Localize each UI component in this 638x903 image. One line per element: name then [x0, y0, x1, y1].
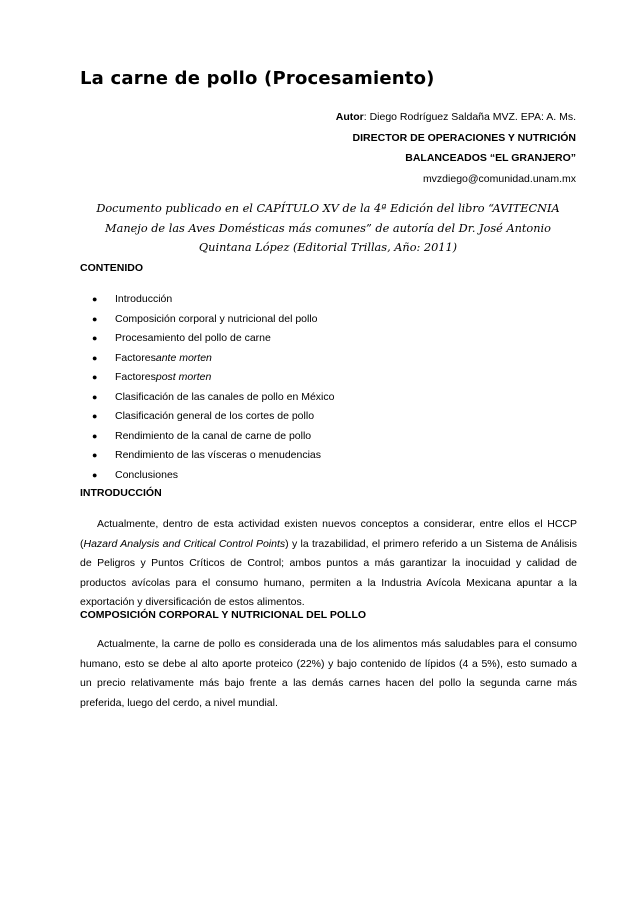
- contents-item-label: Clasificación de las canales de pollo en México: [115, 390, 335, 403]
- composition-heading: COMPOSICIÓN CORPORAL Y NUTRICIONAL DEL POLLO: [80, 609, 367, 621]
- bullet-icon: ●: [92, 411, 98, 421]
- document-title: La carne de pollo (Procesamiento): [80, 68, 435, 89]
- contents-item-label: Rendimiento de la canal de carne de pollo: [115, 429, 312, 442]
- author-line: [336, 107, 576, 128]
- contents-item-emphasis: post morten: [155, 371, 212, 383]
- bullet-icon: ●: [92, 391, 98, 402]
- contents-item: [92, 290, 334, 310]
- author-label: Autor: [335, 111, 364, 123]
- bullet-icon: ●: [92, 430, 98, 441]
- contents-item: [92, 349, 334, 369]
- contents-heading: CONTENIDO: [80, 262, 143, 274]
- contents-item: [92, 368, 334, 388]
- intro-text-em: Hazard Analysis and Critical Control Points: [83, 537, 286, 550]
- bullet-icon: ●: [92, 333, 98, 343]
- contents-item-label: Factores: [115, 371, 156, 383]
- bullet-icon: ●: [92, 450, 98, 460]
- bullet-icon: ●: [92, 294, 98, 304]
- contents-item-label: Composición corporal y nutricional del pollo: [115, 312, 318, 325]
- contents-item: [92, 407, 334, 427]
- bullet-icon: ●: [92, 469, 98, 480]
- contents-item: [92, 466, 334, 486]
- intro-text-before: Actualmente, dentro de esta actividad existen nuevos conceptos a considerar, entre ellos el HCCP (: [80, 518, 577, 550]
- author-name: : Diego Rodríguez Saldaña MVZ. EPA: A. Ms.: [363, 111, 576, 123]
- contents-item-label: Factores: [115, 351, 156, 364]
- contents-list: [92, 290, 334, 485]
- contents-item-label: Introducción: [115, 293, 173, 305]
- contents-item-emphasis: ante morten: [155, 351, 212, 364]
- publication-note: Documento publicado en el CAPÍTULO XV de la 4ª Edición del libro “AVITECNIA Manejo de las Aves Domésticas más comunes” de autoría del Dr. José Antonio Quintana López (Editorial Trillas, Año: 2011): [96, 202, 560, 254]
- contents-item: [92, 446, 334, 466]
- contents-item: [92, 427, 334, 447]
- contents-item: [92, 329, 334, 349]
- author-company: BALANCEADOS “EL GRANJERO”: [405, 152, 576, 164]
- contents-item-label: Rendimiento de las vísceras o menudencias: [115, 449, 322, 461]
- author-email: mvzdiego@comunidad.unam.mx: [422, 172, 576, 185]
- author-block: [336, 107, 576, 189]
- intro-text-after: ) y la trazabilidad, el primero referido a un Sistema de Análisis de Peligros y Puntos Críticos de Control; ambos puntos a más garantizar la inocuidad y calidad de productos avícolas para el consumo humano, permiten a la Industria Avícola Mexicana apuntar a la exportación y diversificación de estos alimentos.: [80, 537, 577, 608]
- intro-heading: INTRODUCCIÓN: [80, 487, 162, 499]
- bullet-icon: ●: [92, 372, 98, 382]
- intro-paragraph: [80, 515, 577, 613]
- bullet-icon: ●: [92, 352, 98, 363]
- bullet-icon: ●: [92, 313, 98, 324]
- contents-item-label: Conclusiones: [115, 468, 179, 481]
- composition-paragraph: Actualmente, la carne de pollo es considerada una de los alimentos más saludables para el consumo humano, esto se debe al alto aporte proteico (22%) y bajo contenido de lípidos (4 a 5%), esto sumado a un precio relativamente más bajo frente a las demás carnes hacen del pollo la segunda carne más preferida, luego del cerdo, a nivel mundial.: [80, 638, 577, 709]
- author-role: DIRECTOR DE OPERACIONES Y NUTRICIÓN: [352, 131, 576, 144]
- contents-item-label: Clasificación general de los cortes de pollo: [115, 410, 315, 422]
- contents-item: [92, 310, 334, 330]
- contents-item: [92, 388, 334, 408]
- contents-item-label: Procesamiento del pollo de carne: [115, 332, 271, 344]
